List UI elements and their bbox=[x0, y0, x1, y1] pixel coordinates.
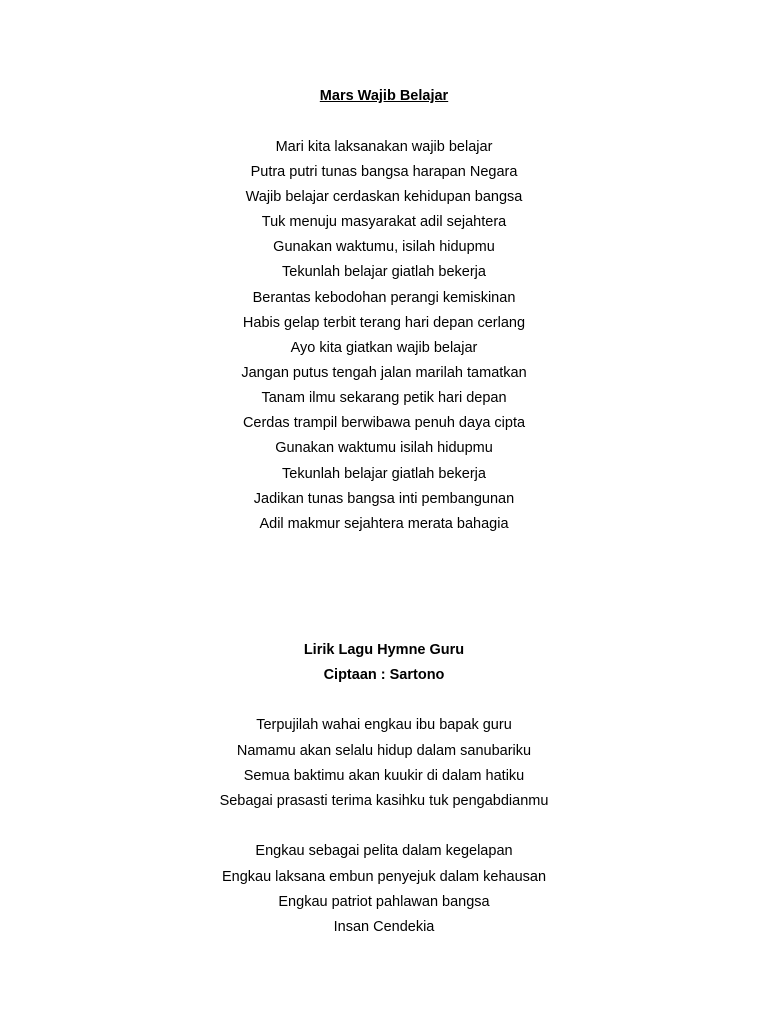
song1-line: Tanam ilmu sekarang petik hari depan bbox=[261, 390, 507, 406]
song1-line: Tuk menuju masyarakat adil sejahtera bbox=[261, 214, 507, 230]
song1-line: Jangan putus tengah jalan marilah tamatkan bbox=[241, 365, 527, 381]
song2-verse2-line: Engkau patriot pahlawan bangsa bbox=[278, 894, 490, 910]
song2-verse1-line: Terpujilah wahai engkau ibu bapak guru bbox=[256, 717, 512, 733]
song1-line: Cerdas trampil berwibawa penuh daya cipta bbox=[242, 415, 526, 431]
song1-title: Mars Wajib Belajar bbox=[319, 88, 449, 104]
song1-line: Wajib belajar cerdaskan kehidupan bangsa bbox=[245, 189, 523, 205]
song1-line: Putra putri tunas bangsa harapan Negara bbox=[250, 164, 518, 180]
song1-line: Gunakan waktumu isilah hidupmu bbox=[275, 440, 493, 456]
song1-line: Adil makmur sejahtera merata bahagia bbox=[259, 516, 509, 532]
song1-line: Gunakan waktumu, isilah hidupmu bbox=[273, 239, 495, 255]
song2-verse1-line: Namamu akan selalu hidup dalam sanubariku bbox=[236, 743, 532, 759]
song2-verse2-line: Insan Cendekia bbox=[333, 919, 435, 935]
song2-verse2-line: Engkau laksana embun penyejuk dalam kehausan bbox=[221, 869, 547, 885]
song1-line: Ayo kita giatkan wajib belajar bbox=[290, 340, 478, 356]
song1-line: Tekunlah belajar giatlah bekerja bbox=[282, 466, 486, 482]
song1-line: Tekunlah belajar giatlah bekerja bbox=[282, 264, 486, 280]
song2-verse1-line: Semua baktimu akan kuukir di dalam hatiku bbox=[243, 768, 525, 784]
song2-verse1-line: Sebagai prasasti terima kasihku tuk pengabdianmu bbox=[219, 793, 549, 809]
song1-line: Habis gelap terbit terang hari depan cerlang bbox=[242, 315, 526, 331]
song2-composer: Ciptaan : Sartono bbox=[323, 667, 445, 683]
song2-title: Lirik Lagu Hymne Guru bbox=[303, 642, 465, 658]
song1-line: Mari kita laksanakan wajib belajar bbox=[275, 139, 493, 155]
song1-line: Jadikan tunas bangsa inti pembangunan bbox=[253, 491, 515, 507]
song1-line: Berantas kebodohan perangi kemiskinan bbox=[252, 290, 516, 306]
song2-verse2-line: Engkau sebagai pelita dalam kegelapan bbox=[255, 843, 513, 859]
